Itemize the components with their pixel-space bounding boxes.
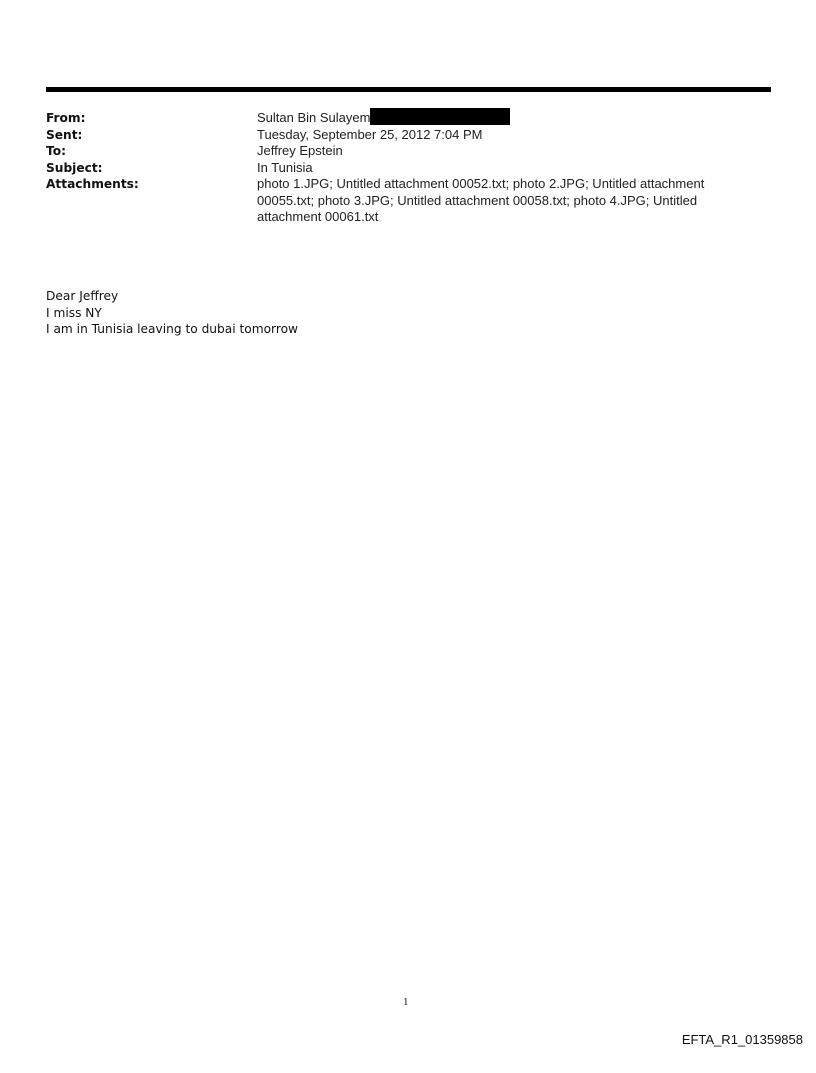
attachments-row [46, 176, 766, 226]
to-row [46, 143, 766, 160]
body-line: Dear Jeffrey [46, 289, 119, 303]
sent-value: Tuesday, September 25, 2012 7:04 PM [257, 126, 483, 142]
body-line: I am in Tunisia leaving to dubai tomorrow [46, 322, 299, 336]
from-value: Sultan Bin Sulayem [257, 110, 371, 125]
subject-value: In Tunisia [257, 159, 313, 175]
sent-row [46, 127, 766, 144]
from-label: From: [46, 111, 86, 125]
subject-label: Subject: [46, 160, 103, 175]
to-label: To: [46, 144, 66, 158]
header-rule [46, 87, 771, 92]
sent-label: Sent: [46, 127, 83, 142]
attachments-label: Attachments: [46, 177, 139, 191]
email-header [46, 110, 766, 226]
to-value: Jeffrey Epstein [257, 143, 343, 158]
redaction-box [370, 108, 510, 125]
page-number: 1 [403, 996, 409, 1008]
body-line: I miss NY [46, 305, 102, 320]
subject-row [46, 160, 766, 177]
document-id: EFTA_R1_01359858 [681, 1032, 803, 1047]
from-row [46, 110, 766, 127]
attachments-value: photo 1.JPG; Untitled attachment 00052.txt; photo 2.JPG; Untitled attachment 00055.txt; photo 3.JPG; Untitled attachment 00058.txt; photo 4.JPG; Untitled attachment 00061.txt [257, 176, 705, 224]
email-body [46, 288, 298, 338]
